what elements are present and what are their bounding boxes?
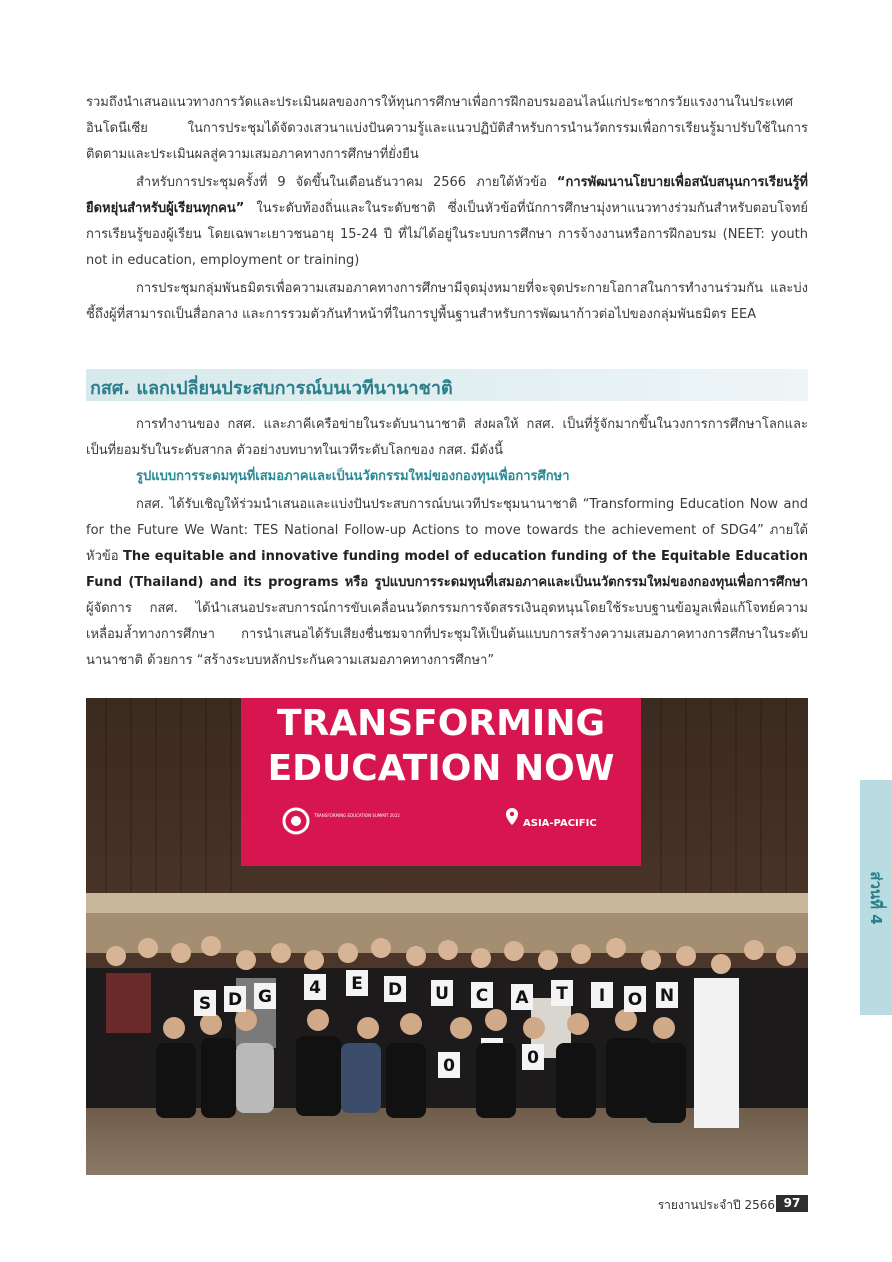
card-letter: D (227, 990, 243, 1010)
paragraph-eea-goal (86, 276, 808, 328)
paragraph-international-role-text: การทำงานของ กสศ. และภาคีเครือข่ายในระดับนานาชาติ ส่งผลให้ กสศ. เป็นที่รู้จักมากขึ้นในวงการการศึกษาโลกและเป็นที่ยอมรับในระดับสากล ตัวอย่างบทบาทในเวทีระดับโลกของ กสศ. มีดังนี้ (86, 417, 808, 458)
group-photo-illustration (86, 698, 808, 1175)
paragraph-tes (86, 492, 808, 674)
presentation-title-bold: The equitable and innovative funding model of education funding of the Equitable Education Fund (Thailand) and its programs หรือ รูปแบบการระดมทุนที่เสมอภาคและเป็นนวัตกรรมใหม่ของกองทุนเพื่อการศึกษา (86, 549, 809, 590)
card-letter: C (475, 986, 489, 1006)
subheading (86, 464, 808, 490)
card-letter: I (598, 986, 606, 1006)
card-letter: N (659, 986, 675, 1006)
card-letter: E (351, 974, 363, 994)
paragraph-international-role (86, 412, 808, 464)
group-photo (86, 698, 808, 1175)
section-header-bar (86, 369, 808, 401)
page-number: 97 (776, 1195, 808, 1212)
paragraph-intro-text: รวมถึงนำเสนอแนวทางการวัดและประเมินผลของการให้ทุนการศึกษาเพื่อการฝึกอบรมออนไลน์แก่ประชากรวัยแรงงานในประเทศอินโดนีเซีย ในการประชุมได้จัดวงเสวนาแบ่งปันความรู้และแนวปฏิบัติสำหรับการนำนวัตกรรมเพื่อการเรียนรู้มาปรับใช้ในการติดตามและประเมินผลสู่ความเสมอภาคทางการศึกษาที่ยั่งยืน (86, 95, 808, 162)
paragraph-meeting-9-text-b: ในระดับท้องถิ่นและในระดับชาติ ซึ่งเป็นหัวข้อที่นักการศึกษามุ่งหาแนวทางร่วมกันสำหรับตอบโจทย์การเรียนรู้ของผู้เรียน โดยเฉพาะเยาวชนอายุ 15-24 ปี ที่ไม่ได้อยู่ในระบบการศึกษา การจ้างงานหรือการฝึกอบรม (NEET: youth not in education, employment or training) (86, 201, 808, 268)
card-letter: D (387, 980, 403, 1000)
section-side-tab (860, 780, 892, 1015)
card-letter: G (258, 987, 272, 1007)
card-letter: 4 (309, 978, 321, 998)
paragraph-meeting-9-text-a: สำหรับการประชุมครั้งที่ 9 จัดขึ้นในเดือนธันวาคม 2566 ภายใต้หัวข้อ (136, 175, 557, 190)
meeting-topic-bold: “การพัฒนานโยบายเพื่อสนับสนุนการเรียนรู้ที่ยืดหยุ่นสำหรับผู้เรียนทุกคน” (86, 175, 808, 216)
summit-logo-text: TRANSFORMING EDUCATION SUMMIT 2022 (314, 813, 400, 818)
card-letter: A (515, 988, 529, 1008)
card-letter: U (435, 984, 449, 1004)
card-digit: 0 (443, 1056, 455, 1076)
side-tab-label: ส่วนที่ 4 (867, 870, 885, 925)
screen-title-line1: TRANSFORMING (276, 703, 606, 744)
card-letter: T (556, 984, 568, 1004)
paragraph-tes-text-a: กสศ. ได้รับเชิญให้ร่วมนำเสนอและแบ่งปันประสบการณ์บนเวทีประชุมนานาชาติ “Transforming Education Now and for the Future We Want: TES National Follow-up Actions to move towards the achievement of SDG4” ภายใต้หัวข้อ (86, 497, 808, 564)
screen-location: ASIA-PACIFIC (523, 818, 597, 829)
paragraph-meeting-9 (86, 170, 808, 274)
paragraph-eea-goal-text: การประชุมกลุ่มพันธมิตรเพื่อความเสมอภาคทางการศึกษามีจุดมุ่งหมายที่จะจุดประกายโอกาสในการทำงานร่วมกัน และบ่งชี้ถึงผู้ที่สามารถเป็นสื่อกลาง และการรวมตัวกันทำหน้าที่ในการปูพื้นฐานสำหรับการพัฒนาก้าวต่อไปของกลุ่มพันธมิตร EEA (86, 281, 808, 322)
paragraph-intro (86, 90, 808, 168)
card-digit: 0 (527, 1048, 539, 1068)
card-letter: O (627, 990, 643, 1010)
section-title: กสศ. แลกเปลี่ยนประสบการณ์บนเวทีนานาชาติ (90, 378, 453, 399)
screen-title-line2: EDUCATION NOW (267, 748, 615, 789)
footer-report-title: รายงานประจำปี 2566 (657, 1198, 775, 1212)
subheading-funding-model: รูปแบบการระดมทุนที่เสมอภาคและเป็นนวัตกรรมใหม่ของกองทุนเพื่อการศึกษา (136, 469, 570, 484)
card-letter: S (198, 994, 212, 1014)
paragraph-tes-text-b: ผู้จัดการ กสศ. ได้นำเสนอประสบการณ์การขับเคลื่อนนวัตกรรมการจัดสรรเงินอุดหนุนโดยใช้ระบบฐานข้อมูลเพื่อแก้โจทย์ความเหลื่อมล้ำทางการศึกษา การนำเสนอได้รับเสียงชื่นชมจากที่ประชุมให้เป็นต้นแบบการสร้างความเสมอภาคทางการศึกษาในระดับนานาชาติ ด้วยการ “สร้างระบบหลักประกันความเสมอภาคทางการศึกษา” (86, 601, 808, 668)
